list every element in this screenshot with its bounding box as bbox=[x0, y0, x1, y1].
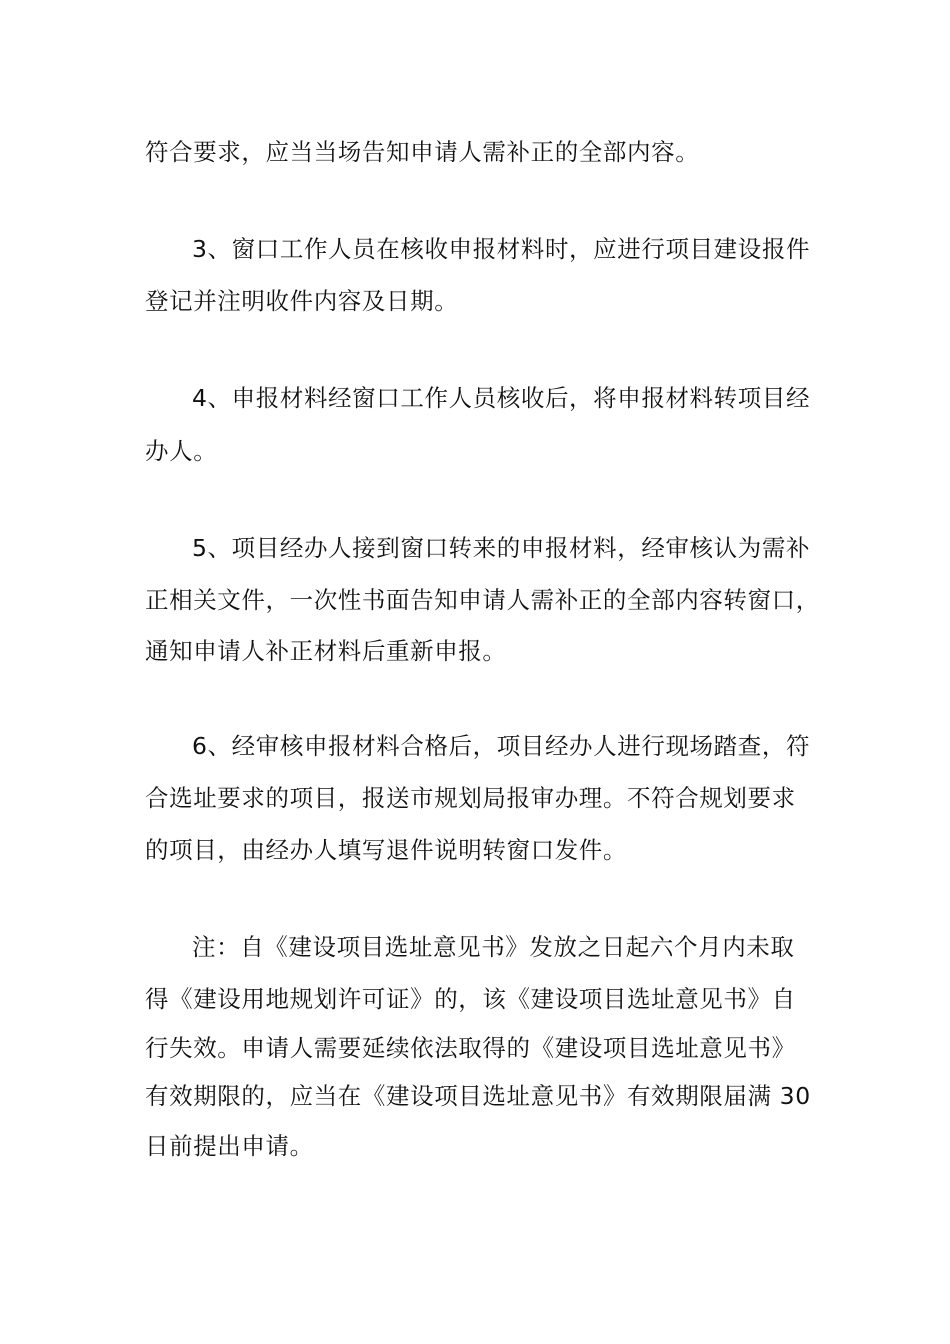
text-line: 5、项目经办人接到窗口转来的申报材料，经审核认为需补 bbox=[192, 534, 811, 562]
text-line: 得《建设用地规划许可证》的，该《建设项目选址意见书》自 bbox=[145, 985, 796, 1013]
text-line: 合选址要求的项目，报送市规划局报审办理。不符合规划要求 bbox=[145, 784, 796, 812]
text-line: 6、经审核申报材料合格后，项目经办人进行现场踏查，符 bbox=[192, 732, 811, 760]
text-line: 符合要求，应当当场告知申请人需补正的全部内容。 bbox=[145, 138, 700, 166]
text-line: 3、窗口工作人员在核收申报材料时，应进行项目建设报件 bbox=[192, 235, 811, 263]
text-line: 办人。 bbox=[145, 437, 218, 465]
text-line: 行失效。申请人需要延续依法取得的《建设项目选址意见书》 bbox=[145, 1034, 796, 1062]
text-line: 注：自《建设项目选址意见书》发放之日起六个月内未取 bbox=[192, 933, 795, 961]
text-line: 4、申报材料经窗口工作人员核收后，将申报材料转项目经 bbox=[192, 384, 811, 412]
text-line: 登记并注明收件内容及日期。 bbox=[145, 287, 459, 315]
text-line: 有效期限的，应当在《建设项目选址意见书》有效期限届满 30 bbox=[145, 1082, 811, 1110]
text-line: 正相关文件，一次性书面告知申请人需补正的全部内容转窗口， bbox=[145, 586, 820, 614]
text-line: 日前提出申请。 bbox=[145, 1132, 314, 1160]
text-line: 通知申请人补正材料后重新申报。 bbox=[145, 637, 507, 665]
text-line: 的项目，由经办人填写退件说明转窗口发件。 bbox=[145, 836, 627, 864]
